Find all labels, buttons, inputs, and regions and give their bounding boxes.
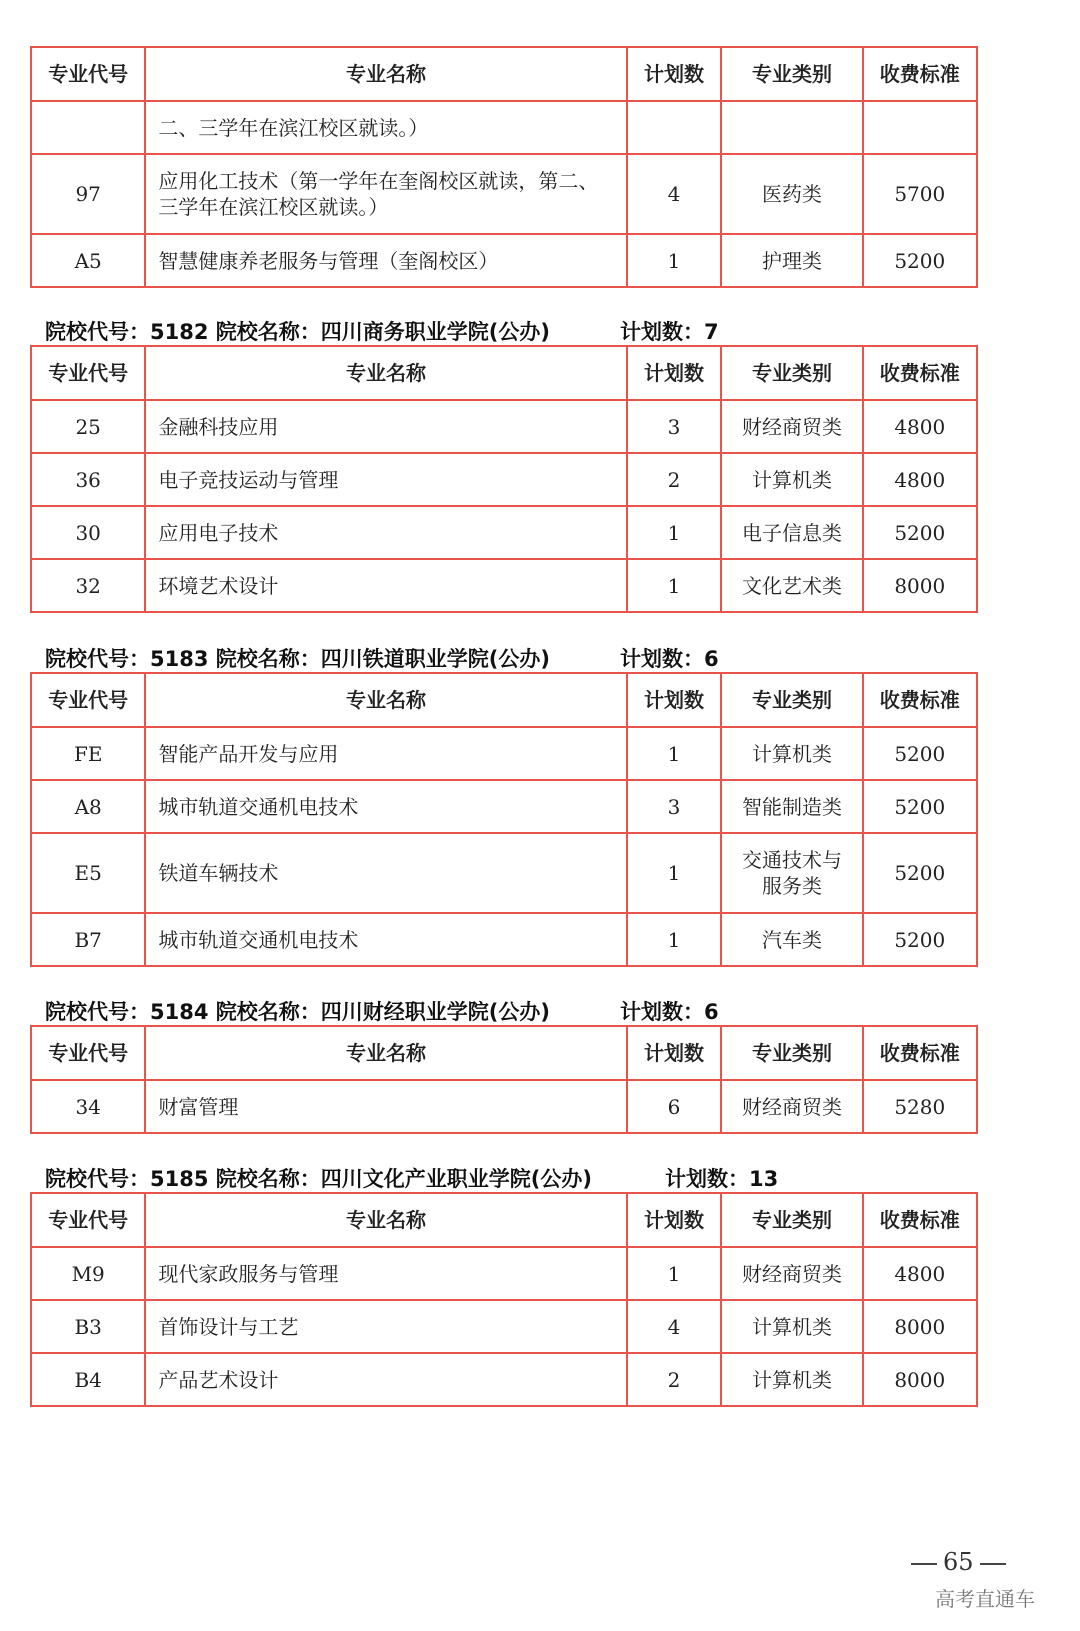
cell-fee: 8000	[863, 1300, 977, 1353]
school-header	[45, 316, 719, 346]
cell-fee: 5200	[863, 506, 977, 559]
cell-fee: 8000	[863, 1353, 977, 1406]
cell-fee: 4800	[863, 400, 977, 453]
col-code-header: 专业代号	[31, 1193, 145, 1247]
table-row	[31, 1353, 977, 1406]
cell-category: 交通技术与服务类	[721, 833, 862, 913]
col-fee-header: 收费标准	[863, 47, 977, 101]
school-title: 院校代号：5185 院校名称：四川文化产业职业学院(公办)	[45, 1167, 592, 1191]
school-title: 院校代号：5182 院校名称：四川商务职业学院(公办)	[45, 320, 550, 344]
table-header-row	[31, 673, 977, 727]
table-row	[31, 833, 977, 913]
page-number	[905, 1548, 1012, 1576]
cell-name: 电子竞技运动与管理	[145, 453, 626, 506]
cell-code: M9	[31, 1247, 145, 1300]
col-category-header: 专业类别	[721, 673, 862, 727]
cell-name: 城市轨道交通机电技术	[145, 780, 626, 833]
cell-category: 护理类	[721, 234, 862, 287]
col-fee-header: 收费标准	[863, 1193, 977, 1247]
col-code-header: 专业代号	[31, 1026, 145, 1080]
table-row	[31, 1080, 977, 1133]
cell-category: 财经商贸类	[721, 1080, 862, 1133]
cell-name: 环境艺术设计	[145, 559, 626, 612]
school-header	[45, 1163, 779, 1193]
page-number-text: 65	[943, 1548, 974, 1576]
cell-fee: 5200	[863, 780, 977, 833]
cell-plan: 6	[627, 1080, 722, 1133]
cell-code: 36	[31, 453, 145, 506]
cell-plan: 4	[627, 1300, 722, 1353]
school-plan-count: 计划数：6	[620, 1000, 719, 1024]
table-row	[31, 234, 977, 287]
col-fee-header: 收费标准	[863, 346, 977, 400]
cell-category: 智能制造类	[721, 780, 862, 833]
cell-name: 财富管理	[145, 1080, 626, 1133]
cell-plan: 1	[627, 727, 722, 780]
cell-fee: 5280	[863, 1080, 977, 1133]
cell-fee: 4800	[863, 453, 977, 506]
table-row	[31, 101, 977, 154]
cell-code: FE	[31, 727, 145, 780]
table-row	[31, 780, 977, 833]
cell-code: E5	[31, 833, 145, 913]
cell-name: 铁道车辆技术	[145, 833, 626, 913]
cell-name: 智能产品开发与应用	[145, 727, 626, 780]
cell-name: 应用化工技术（第一学年在奎阁校区就读，第二、三学年在滨江校区就读。）	[145, 154, 626, 234]
cell-code: 25	[31, 400, 145, 453]
cell-code: 97	[31, 154, 145, 234]
cell-fee	[863, 101, 977, 154]
cell-fee: 5200	[863, 833, 977, 913]
cell-category: 计算机类	[721, 1300, 862, 1353]
cell-name: 现代家政服务与管理	[145, 1247, 626, 1300]
cell-code: 30	[31, 506, 145, 559]
school-plan-count: 计划数：13	[665, 1167, 779, 1191]
col-name-header: 专业名称	[145, 346, 626, 400]
table-row	[31, 559, 977, 612]
col-category-header: 专业类别	[721, 47, 862, 101]
cell-category: 计算机类	[721, 727, 862, 780]
school-plan-count: 计划数：7	[620, 320, 719, 344]
cell-name: 首饰设计与工艺	[145, 1300, 626, 1353]
cell-category	[721, 101, 862, 154]
table-header-row	[31, 1026, 977, 1080]
col-plan-header: 计划数	[627, 673, 722, 727]
col-plan-header: 计划数	[627, 1026, 722, 1080]
school-plan-count: 计划数：6	[620, 647, 719, 671]
col-code-header: 专业代号	[31, 346, 145, 400]
cell-plan: 4	[627, 154, 722, 234]
cell-plan: 1	[627, 913, 722, 966]
school-table	[30, 672, 978, 967]
cell-category: 医药类	[721, 154, 862, 234]
cell-code: B7	[31, 913, 145, 966]
cell-plan: 1	[627, 234, 722, 287]
school-title: 院校代号：5183 院校名称：四川铁道职业学院(公办)	[45, 647, 550, 671]
school-table	[30, 1025, 978, 1134]
cell-plan: 1	[627, 833, 722, 913]
table-row	[31, 453, 977, 506]
cell-code	[31, 101, 145, 154]
col-code-header: 专业代号	[31, 47, 145, 101]
col-category-header: 专业类别	[721, 346, 862, 400]
cell-fee: 5200	[863, 913, 977, 966]
cell-category: 财经商贸类	[721, 1247, 862, 1300]
table-header-row	[31, 1193, 977, 1247]
cell-fee: 5200	[863, 727, 977, 780]
page-dash-left	[911, 1563, 937, 1565]
school-table	[30, 345, 978, 613]
school-title: 院校代号：5184 院校名称：四川财经职业学院(公办)	[45, 1000, 550, 1024]
cell-name: 二、三学年在滨江校区就读。）	[145, 101, 626, 154]
cell-name: 智慧健康养老服务与管理（奎阁校区）	[145, 234, 626, 287]
cell-category: 汽车类	[721, 913, 862, 966]
cell-plan	[627, 101, 722, 154]
cell-plan: 2	[627, 453, 722, 506]
cell-plan: 2	[627, 1353, 722, 1406]
table-header-row	[31, 346, 977, 400]
col-category-header: 专业类别	[721, 1193, 862, 1247]
col-fee-header: 收费标准	[863, 1026, 977, 1080]
cell-name: 应用电子技术	[145, 506, 626, 559]
col-name-header: 专业名称	[145, 1026, 626, 1080]
cell-category: 计算机类	[721, 1353, 862, 1406]
cell-category: 电子信息类	[721, 506, 862, 559]
col-plan-header: 计划数	[627, 1193, 722, 1247]
cell-code: B4	[31, 1353, 145, 1406]
cell-code: A8	[31, 780, 145, 833]
cell-code: B3	[31, 1300, 145, 1353]
cell-code: 34	[31, 1080, 145, 1133]
table-row	[31, 913, 977, 966]
col-name-header: 专业名称	[145, 47, 626, 101]
col-plan-header: 计划数	[627, 346, 722, 400]
col-name-header: 专业名称	[145, 1193, 626, 1247]
school-header	[45, 996, 719, 1026]
cell-plan: 3	[627, 780, 722, 833]
school-header	[45, 643, 719, 673]
cell-fee: 8000	[863, 559, 977, 612]
table-row	[31, 400, 977, 453]
table-header-row	[31, 47, 977, 101]
col-fee-header: 收费标准	[863, 673, 977, 727]
table-row	[31, 1247, 977, 1300]
cell-plan: 1	[627, 506, 722, 559]
page-dash-right	[980, 1563, 1006, 1565]
table-row	[31, 506, 977, 559]
watermark: 高考直通车	[935, 1587, 1035, 1611]
col-plan-header: 计划数	[627, 47, 722, 101]
cell-plan: 1	[627, 559, 722, 612]
cell-fee: 5200	[863, 234, 977, 287]
cell-category: 财经商贸类	[721, 400, 862, 453]
cell-name: 金融科技应用	[145, 400, 626, 453]
cell-plan: 3	[627, 400, 722, 453]
col-code-header: 专业代号	[31, 673, 145, 727]
cell-category: 计算机类	[721, 453, 862, 506]
table-row	[31, 154, 977, 234]
col-name-header: 专业名称	[145, 673, 626, 727]
table-row	[31, 727, 977, 780]
cell-code: A5	[31, 234, 145, 287]
cell-name: 产品艺术设计	[145, 1353, 626, 1406]
cell-code: 32	[31, 559, 145, 612]
col-category-header: 专业类别	[721, 1026, 862, 1080]
continuation-table	[30, 46, 978, 288]
cell-category: 文化艺术类	[721, 559, 862, 612]
school-table	[30, 1192, 978, 1407]
cell-fee: 4800	[863, 1247, 977, 1300]
cell-plan: 1	[627, 1247, 722, 1300]
cell-fee: 5700	[863, 154, 977, 234]
table-row	[31, 1300, 977, 1353]
cell-name: 城市轨道交通机电技术	[145, 913, 626, 966]
